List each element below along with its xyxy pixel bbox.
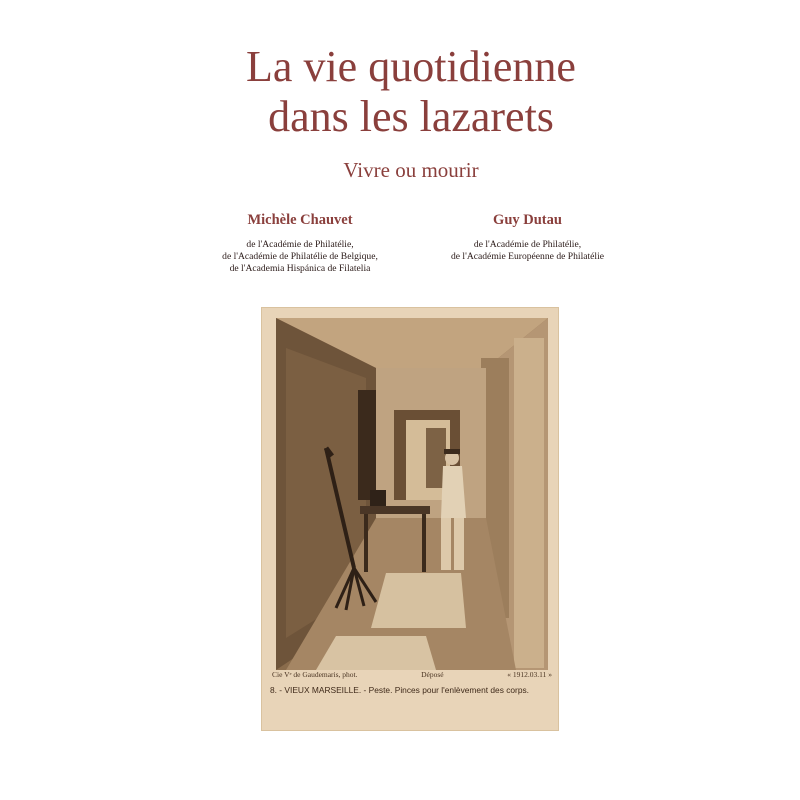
author-name: Guy Dutau <box>493 212 562 228</box>
author-affiliation: de l'Académie de Philatélie, <box>246 239 354 250</box>
title-line-2: dans les lazarets <box>268 92 554 141</box>
postcard-caption: 8. - VIEUX MARSEILLE. - Peste. Pinces pour l'enlèvement des corps. <box>270 685 530 695</box>
author-block-dutau <box>430 212 625 263</box>
postcard-credit-line <box>272 670 552 679</box>
author-affiliation: de l'Académie de Philatélie de Belgique, <box>222 251 378 262</box>
book-title <box>0 42 800 142</box>
author-affiliation: de l'Académie Européenne de Philatélie <box>450 251 605 262</box>
deposit-mark: Déposé <box>421 670 444 679</box>
author-name: Michèle Chauvet <box>247 212 353 228</box>
title-line-1: La vie quotidienne <box>246 42 576 91</box>
book-subtitle: Vivre ou mourir <box>343 158 479 182</box>
photographer-credit: Cie Vᵉ de Gaudemaris, phot. <box>272 670 358 679</box>
postcard-code: « 1912.03.11 » <box>507 670 552 679</box>
author-affiliation: de l'Academia Hispánica de Filatelia <box>229 263 371 274</box>
sepia-photo-corridor <box>276 318 548 670</box>
postcard-image <box>262 308 558 730</box>
author-block-chauvet <box>190 212 410 275</box>
author-affiliation: de l'Académie de Philatélie, <box>473 239 582 250</box>
